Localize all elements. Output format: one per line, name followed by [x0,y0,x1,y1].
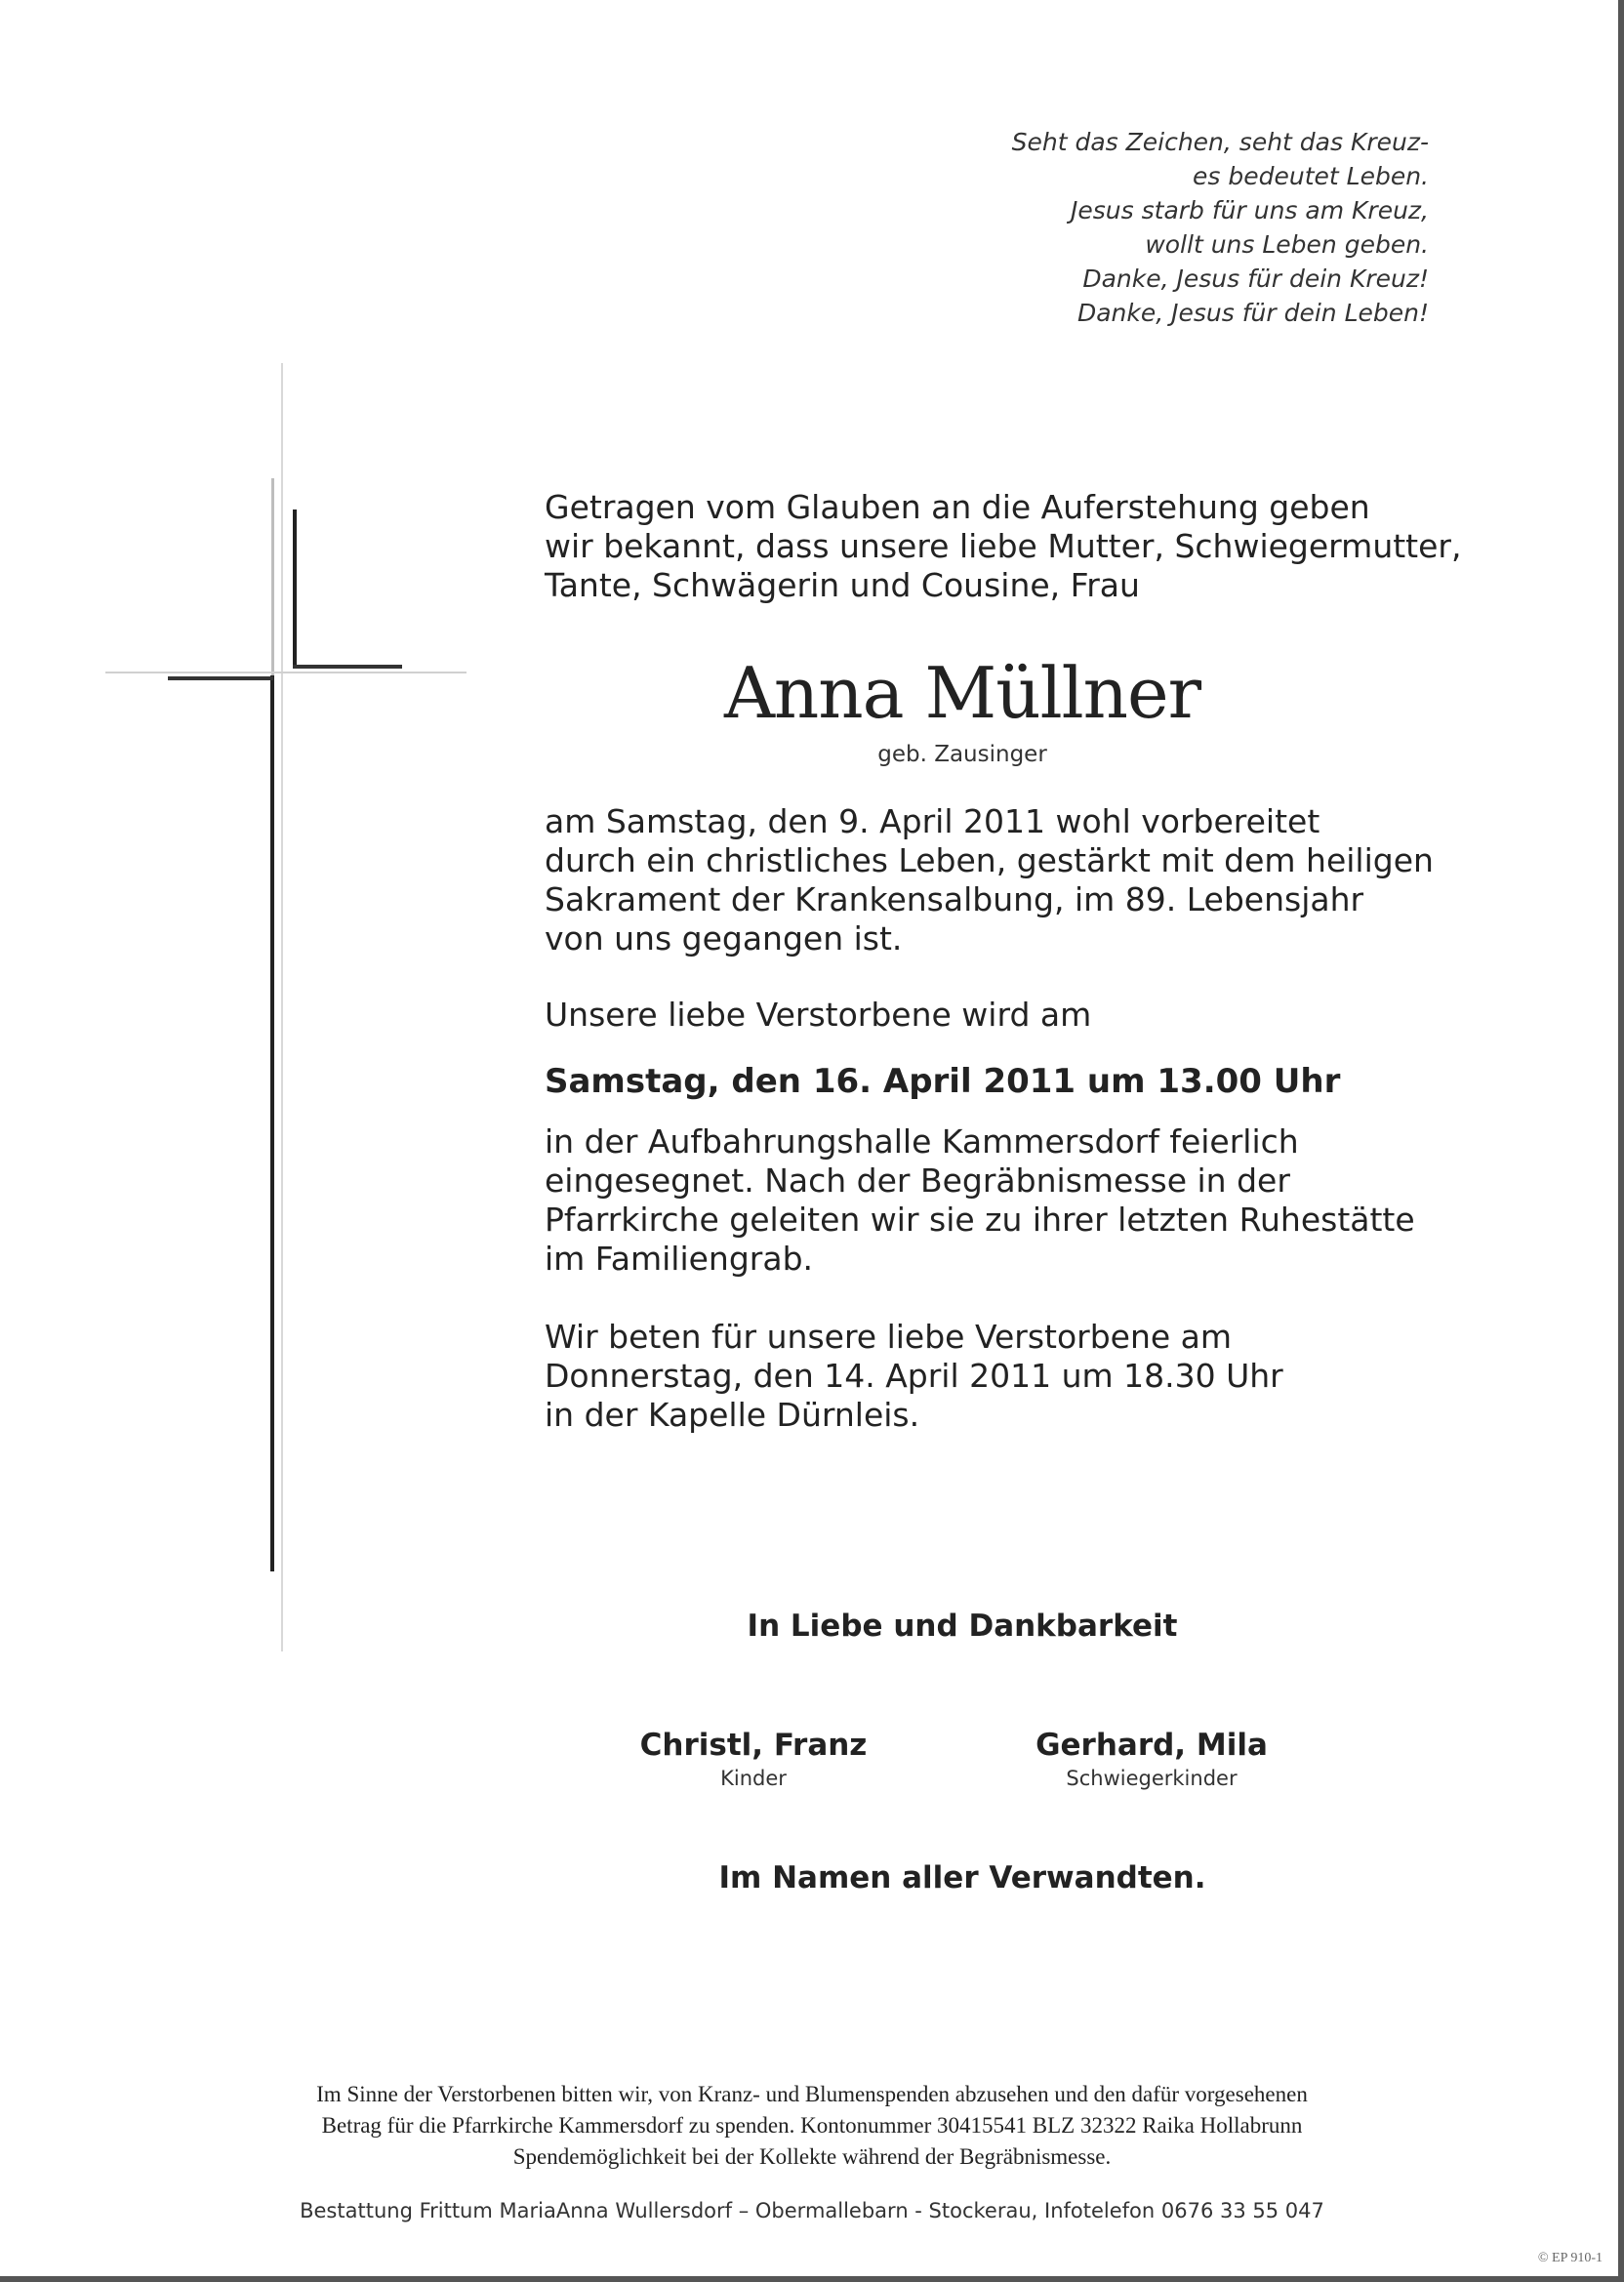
funeral-intro [545,996,1423,1035]
funeral-line: im Familiengrab. [545,1240,814,1278]
mourner-in-laws [976,1728,1327,1790]
donation-line: Betrag für die Pfarrkirche Kammersdorf zu spenden. Kontonummer 30415541 BLZ 32322 Raika Hollabrunn [321,2113,1303,2138]
passing-line: durch ein christliches Leben, gestärkt mit dem heiligen [545,841,1434,879]
cross-upper-stem [293,509,297,668]
motto-line: Danke, Jesus für dein Kreuz! [1082,265,1429,293]
intro-text [545,488,1462,605]
passing-line: Sakrament der Krankensalbung, im 89. Lebensjahr [545,880,1364,918]
donation-line: Im Sinne der Verstorbenen bitten wir, von Kranz- und Blumenspenden abzusehen und den dafür vorgesehenen [316,2082,1308,2106]
cross-arm-left [168,676,273,680]
passing-text [545,802,1434,958]
mourner-relation: Schwiegerkinder [1066,1767,1238,1790]
mourner-children [578,1728,929,1790]
funeral-text [545,1122,1423,1279]
intro-line: Tante, Schwägerin und Cousine, Frau [545,566,1140,604]
birth-name: geb. Zausinger [877,742,1047,767]
motto-line: es bedeutet Leben. [1193,162,1429,190]
cross-vertical-main [270,675,274,1571]
motto-line: Seht das Zeichen, seht das Kreuz- [1011,128,1429,156]
passing-line: von uns gegangen ist. [545,919,903,958]
funeral-intro-line: Unsere liebe Verstorbene wird am [545,996,1092,1034]
funeral-line: in der Aufbahrungshalle Kammersdorf feierlich [545,1122,1299,1161]
prayer-line: in der Kapelle Dürnleis. [545,1396,920,1434]
funeral-line: Pfarrkirche geleiten wir sie zu ihrer letzten Ruhestätte [545,1201,1415,1239]
undertaker-footer: Bestattung Frittum MariaAnna Wullersdorf – Obermallebarn - Stockerau, Infotelefon 0676 33 55 047 [300,2199,1324,2222]
mourner-name: Christl, Franz [639,1728,868,1763]
form-code: © EP 910-1 [1537,2251,1603,2265]
mourner-name: Gerhard, Mila [1035,1728,1268,1763]
prayer-line: Donnerstag, den 14. April 2011 um 18.30 Uhr [545,1357,1283,1395]
motto-line: wollt uns Leben geben. [1145,230,1429,259]
cross-vertical-faint [281,363,283,1651]
cross-arm-dark [293,665,402,669]
deceased-name: Anna Müllner [723,652,1201,734]
intro-line: wir bekannt, dass unsere liebe Mutter, Schwiegermutter, [545,527,1462,565]
donation-note [98,2079,1526,2173]
passing-line: am Samstag, den 9. April 2011 wohl vorbereitet [545,802,1320,840]
donation-line: Spendemöglichkeit bei der Kollekte während der Begräbnismesse. [512,2144,1112,2169]
prayer-text [545,1318,1423,1435]
motto-line: Danke, Jesus für dein Leben! [1076,299,1429,327]
motto-line: Jesus starb für uns am Kreuz, [1071,196,1429,224]
funeral-date: Samstag, den 16. April 2011 um 13.00 Uhr [545,1062,1341,1101]
motto-poem [746,125,1429,330]
mourner-relation: Kinder [720,1767,787,1790]
intro-line: Getragen vom Glauben an die Auferstehung geben [545,488,1370,526]
love-heading: In Liebe und Dankbarkeit [747,1609,1178,1644]
family-line: Im Namen aller Verwandten. [718,1860,1206,1895]
prayer-line: Wir beten für unsere liebe Verstorbene am [545,1318,1233,1356]
funeral-line: eingesegnet. Nach der Begräbnismesse in der [545,1161,1290,1200]
